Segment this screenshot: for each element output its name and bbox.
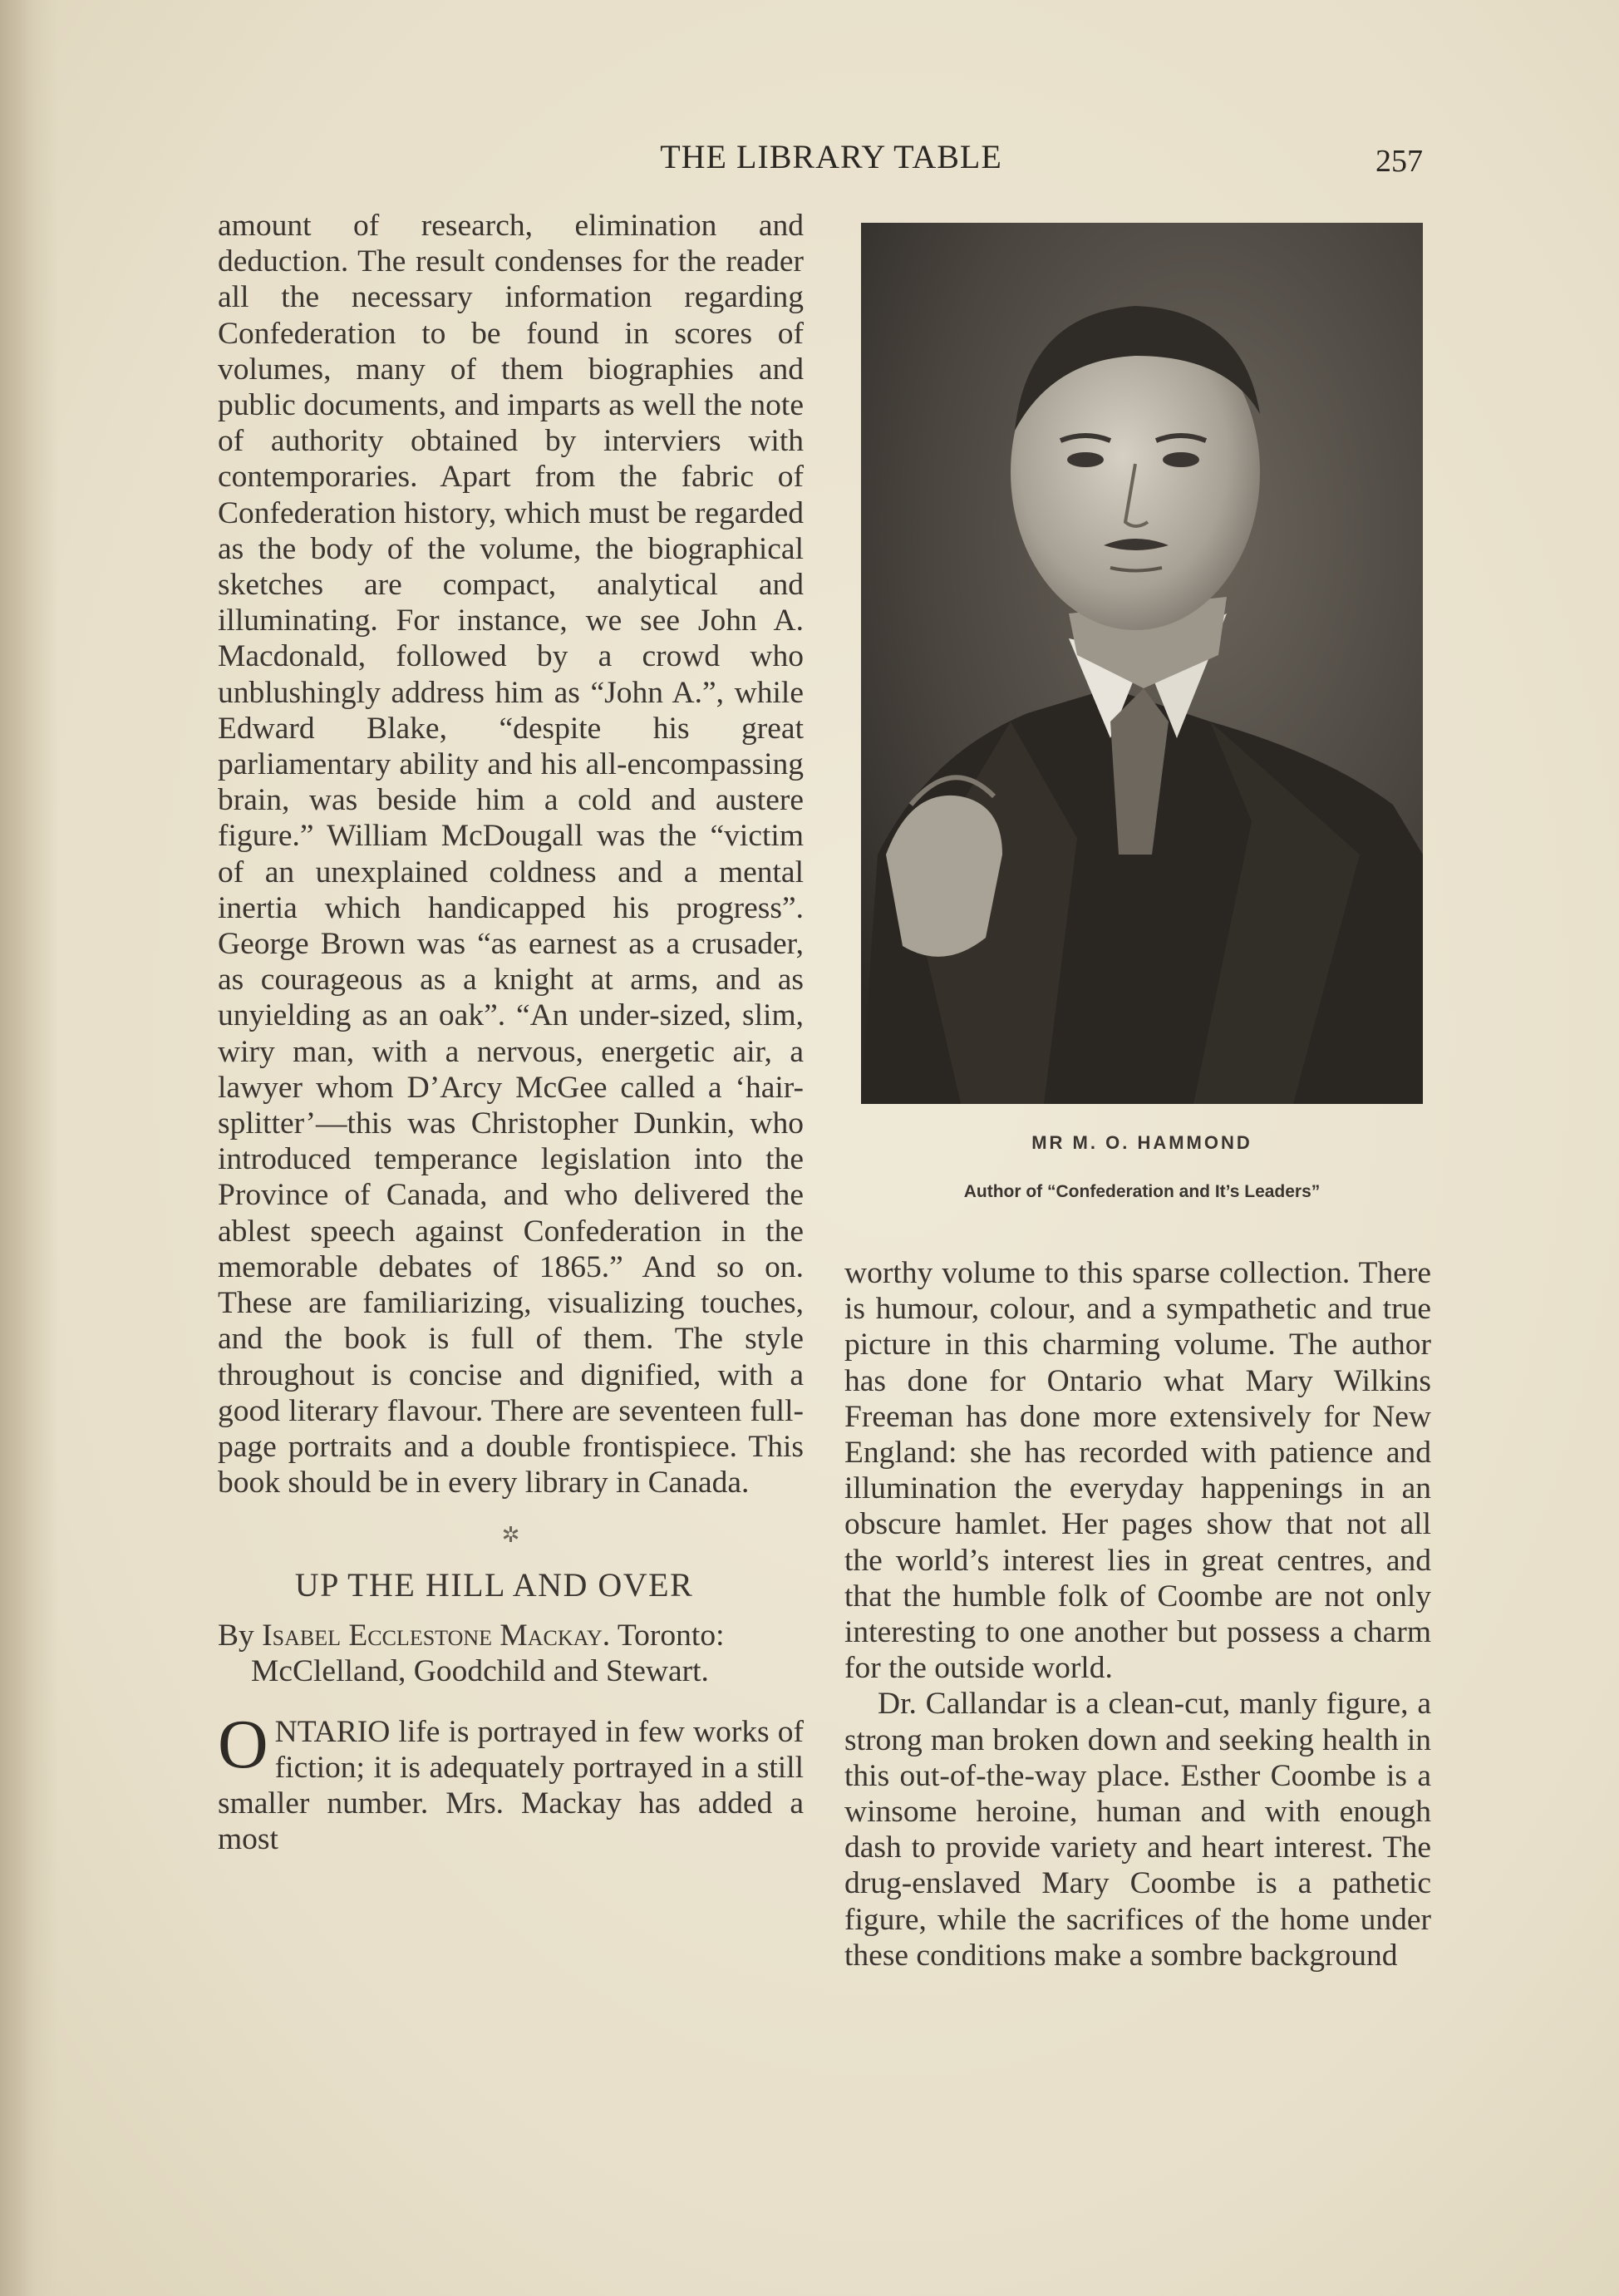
left-column	[218, 208, 804, 1858]
author-portrait-photo	[861, 223, 1423, 1104]
portrait-caption-subtitle: Author of “Confederation and It’s Leaders”	[963, 1182, 1321, 1201]
gutter-shadow	[0, 0, 58, 2296]
review-title: UP THE HILL AND OVER	[294, 1565, 694, 1604]
byline-by: By	[218, 1618, 254, 1653]
right-paragraph-1: worthy volume to this sparse collection. There is humour, colour, and a sympathetic and true picture in this charming volume. The author has done for Ontario what Mary Wilkins Freeman has done more extensively for New England: she has recorded with patience and illumination the everyday happenings in an obscure hamlet. Her pages show that not all the world’s interest lies in great centres, and that the humble folk of Coombe are not only interesting to one another but possess a charm for the outside world.	[844, 1256, 1431, 1686]
byline-author: Isabel Ecclestone Mackay.	[262, 1618, 611, 1653]
portrait-caption-name: MR M. O. HAMMOND	[1031, 1132, 1252, 1153]
right-paragraph-2: Dr. Callandar is a clean-cut, manly figure, a strong man broken down and seeking health in this out-of-the-way place. Esther Coombe is a winsome heroine, human and with enough dash to provide variety and heart interest. The drug-enslaved Mary Coombe is a pathetic figure, while the sacrifices of the home under these conditions make a sombre background	[844, 1687, 1431, 1973]
left-paragraph-1: amount of research, elimination and deduction. The result condenses for the reader all the necessary information regarding Confederation to be found in scores of volumes, many of them biographies and public documents, and imparts as well the note of authority obtained by interviers with contemporaries. Apart from the fabric of Confederation history, which must be regarded as the body of the volume, the biographical sketches are compact, analytical and illuminating. For instance, we see John A. Macdonald, followed by a crowd who unblushingly address him as “John A.”, while Edward Blake, “despite his great parliamentary ability and his all-encompassing brain, was beside him a cold and austere figure.” William McDougall was the “victim of an unexplained coldness and a mental inertia which handicapped his progress”. George Brown was “as earnest as a crusader, as courageous as a knight at arms, and as unyielding as an oak”. “An under-sized, slim, wiry man, with a nervous, energetic air, a lawyer whom D’Arcy McGee called a ‘hair-splitter’—this was Christopher Dunkin, who introduced temperance legislation into the Province of Canada, and who delivered the ablest speech against Confederation in the memorable debates of 1865.” And so on. These are familiarizing, visualizing touches, and the book is full of them. The style throughout is concise and dignified, with a good literary flavour. There are seventeen full-page portraits and a double frontispiece. This book should be in every library in Canada.	[218, 209, 804, 1500]
right-column	[844, 1255, 1431, 1973]
section-ornament: ✲	[501, 1523, 520, 1548]
left-paragraph-2-text: NTARIO life is portrayed in few works of fiction; it is adequately portrayed in a still smaller number. Mrs. Mackay has added a most	[218, 1714, 804, 1857]
portrait-illustration	[861, 223, 1423, 1104]
page-number: 257	[1375, 144, 1423, 179]
left-paragraph-2	[218, 1705, 804, 1858]
running-head: THE LIBRARY TABLE	[660, 138, 1002, 175]
byline-publisher: Toronto: McClelland, Goodchild and Stewart.	[251, 1618, 725, 1688]
byline	[218, 1618, 804, 1689]
drop-cap: O	[218, 1705, 268, 1783]
